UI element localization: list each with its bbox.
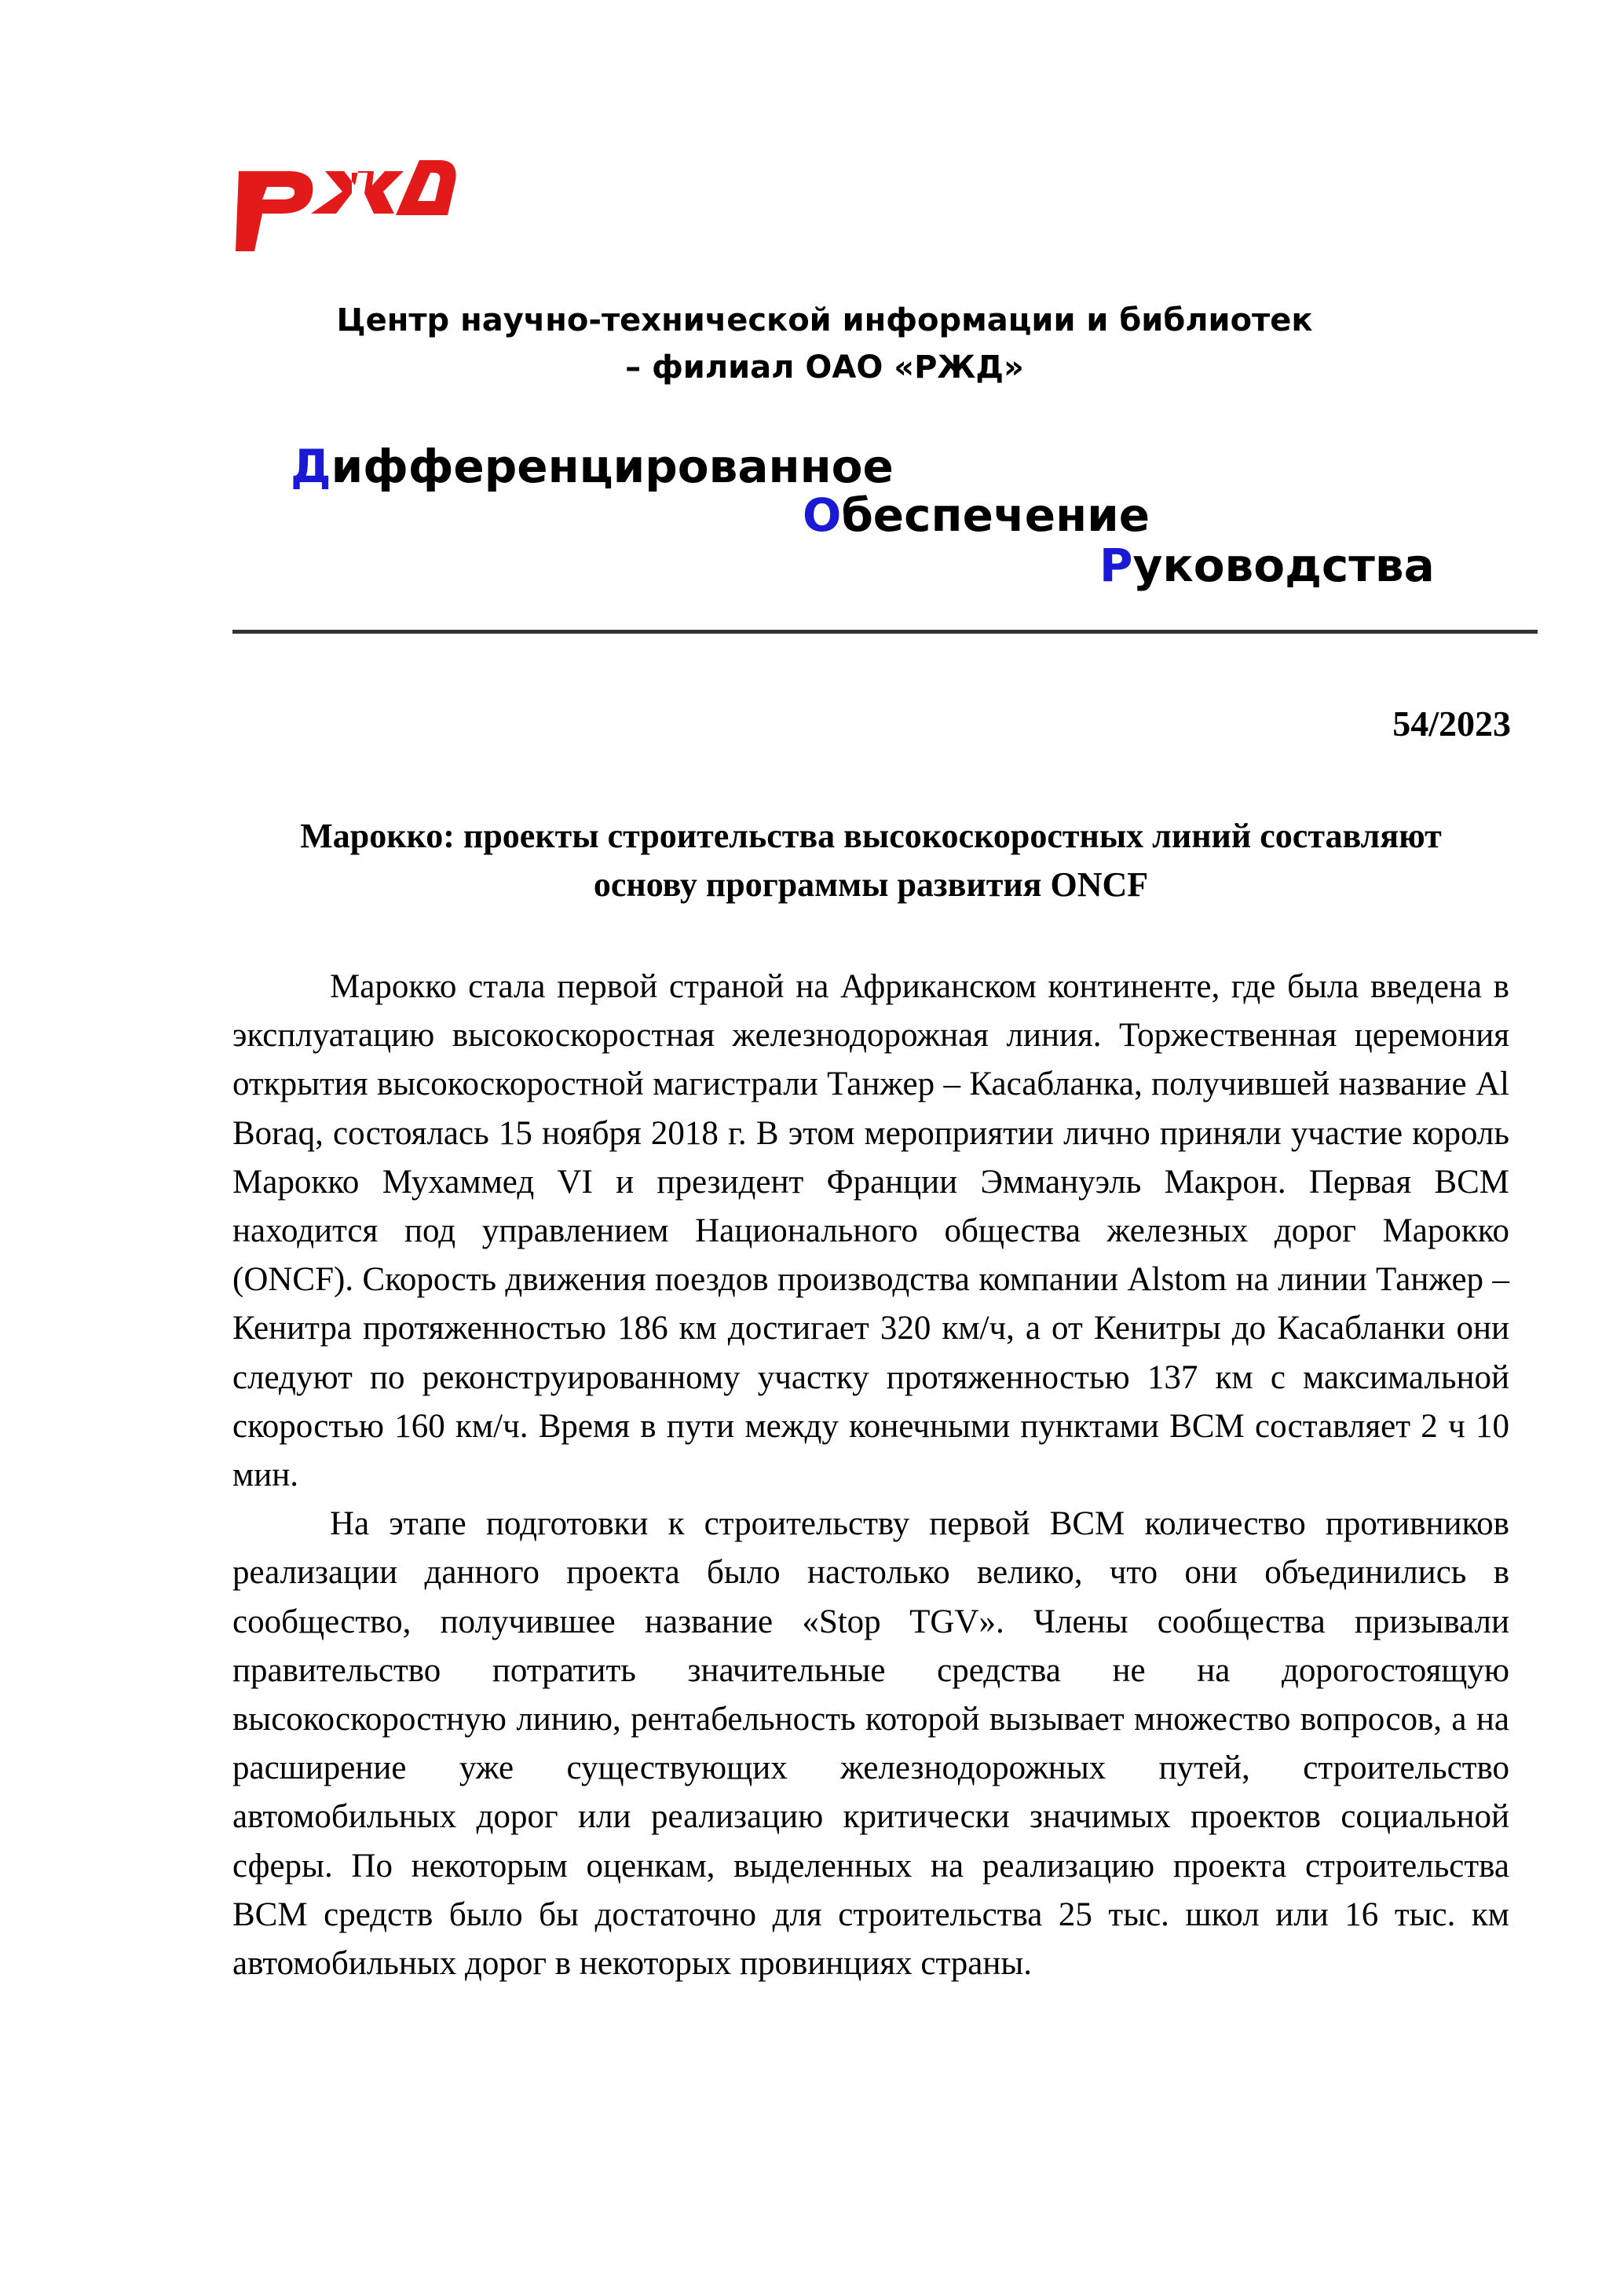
tagline-rest: беспечение xyxy=(841,488,1150,542)
tagline-rest: ифференцированное xyxy=(331,440,894,493)
header-divider xyxy=(232,630,1538,634)
organization-name-line1: Центр научно-технической информации и библиотек xyxy=(336,302,1313,338)
tagline-line-2 xyxy=(803,485,1150,545)
body-paragraph: На этапе подготовки к строительству первой ВСМ количество противников реализации данного проекта было настолько велико, что они объединились в сообщество, получившее название «Stop TGV». Члены сообщества призывали правительство потратить значительные средства не на дорогостоящую высокоскоростную линию, рентабельность которой вызывает множество вопросов, а на расширение уже существующих железнодорожных путей, строительство автомобильных дорог или реализацию критически значимых проектов социальной сферы. По некоторым оценкам, выделенных на реализацию проекта строительства ВСМ средств было бы достаточно для строительства 25 тыс. школ или 16 тыс. км автомобильных дорог в некоторых провинциях страны. xyxy=(232,1505,1509,1983)
document-body xyxy=(232,963,1509,1988)
tagline-rest: уководства xyxy=(1132,539,1435,592)
tagline-line-3 xyxy=(1099,536,1435,595)
document-number: 54/2023 xyxy=(1392,704,1511,744)
body-paragraph: Марокко стала первой страной на Африканском континенте, где была введена в эксплуатацию высокоскоростная железнодорожная линия. Торжественная церемония открытия высокоскоростной магистрали Танжер – Касабланка, получившей название Al Boraq, состоялась 15 ноября 2018 г. В этом мероприятии лично приняли участие король Марокко Мухаммед VI и президент Франции Эммануэль Макрон. Первая ВСМ находится под управлением Национального общества железных дорог Марокко (ONCF). Скорость движения поездов производства компании Alstom на линии Танжер – Кенитра протяженностью 186 км достигает 320 км/ч, а от Кенитры до Касабланки они следуют по реконструированному участку протяженностью 137 км с максимальной скоростью 160 км/ч. Время в пути между конечными пунктами ВСМ составляет 2 ч 10 мин. xyxy=(232,968,1509,1494)
document-title xyxy=(232,812,1509,909)
organization-name xyxy=(236,297,1414,391)
organization-name-line2: – филиал ОАО «РЖД» xyxy=(625,349,1024,386)
rzd-logo xyxy=(234,154,462,254)
document-title-line2: основу программы развития ONCF xyxy=(593,865,1149,904)
tagline-initial: Д xyxy=(291,440,331,493)
tagline-initial: Р xyxy=(1099,539,1133,592)
document-title-line1: Марокко: проекты строительства высокоскоростных линий составляют xyxy=(300,817,1442,855)
tagline-initial: О xyxy=(803,488,842,542)
